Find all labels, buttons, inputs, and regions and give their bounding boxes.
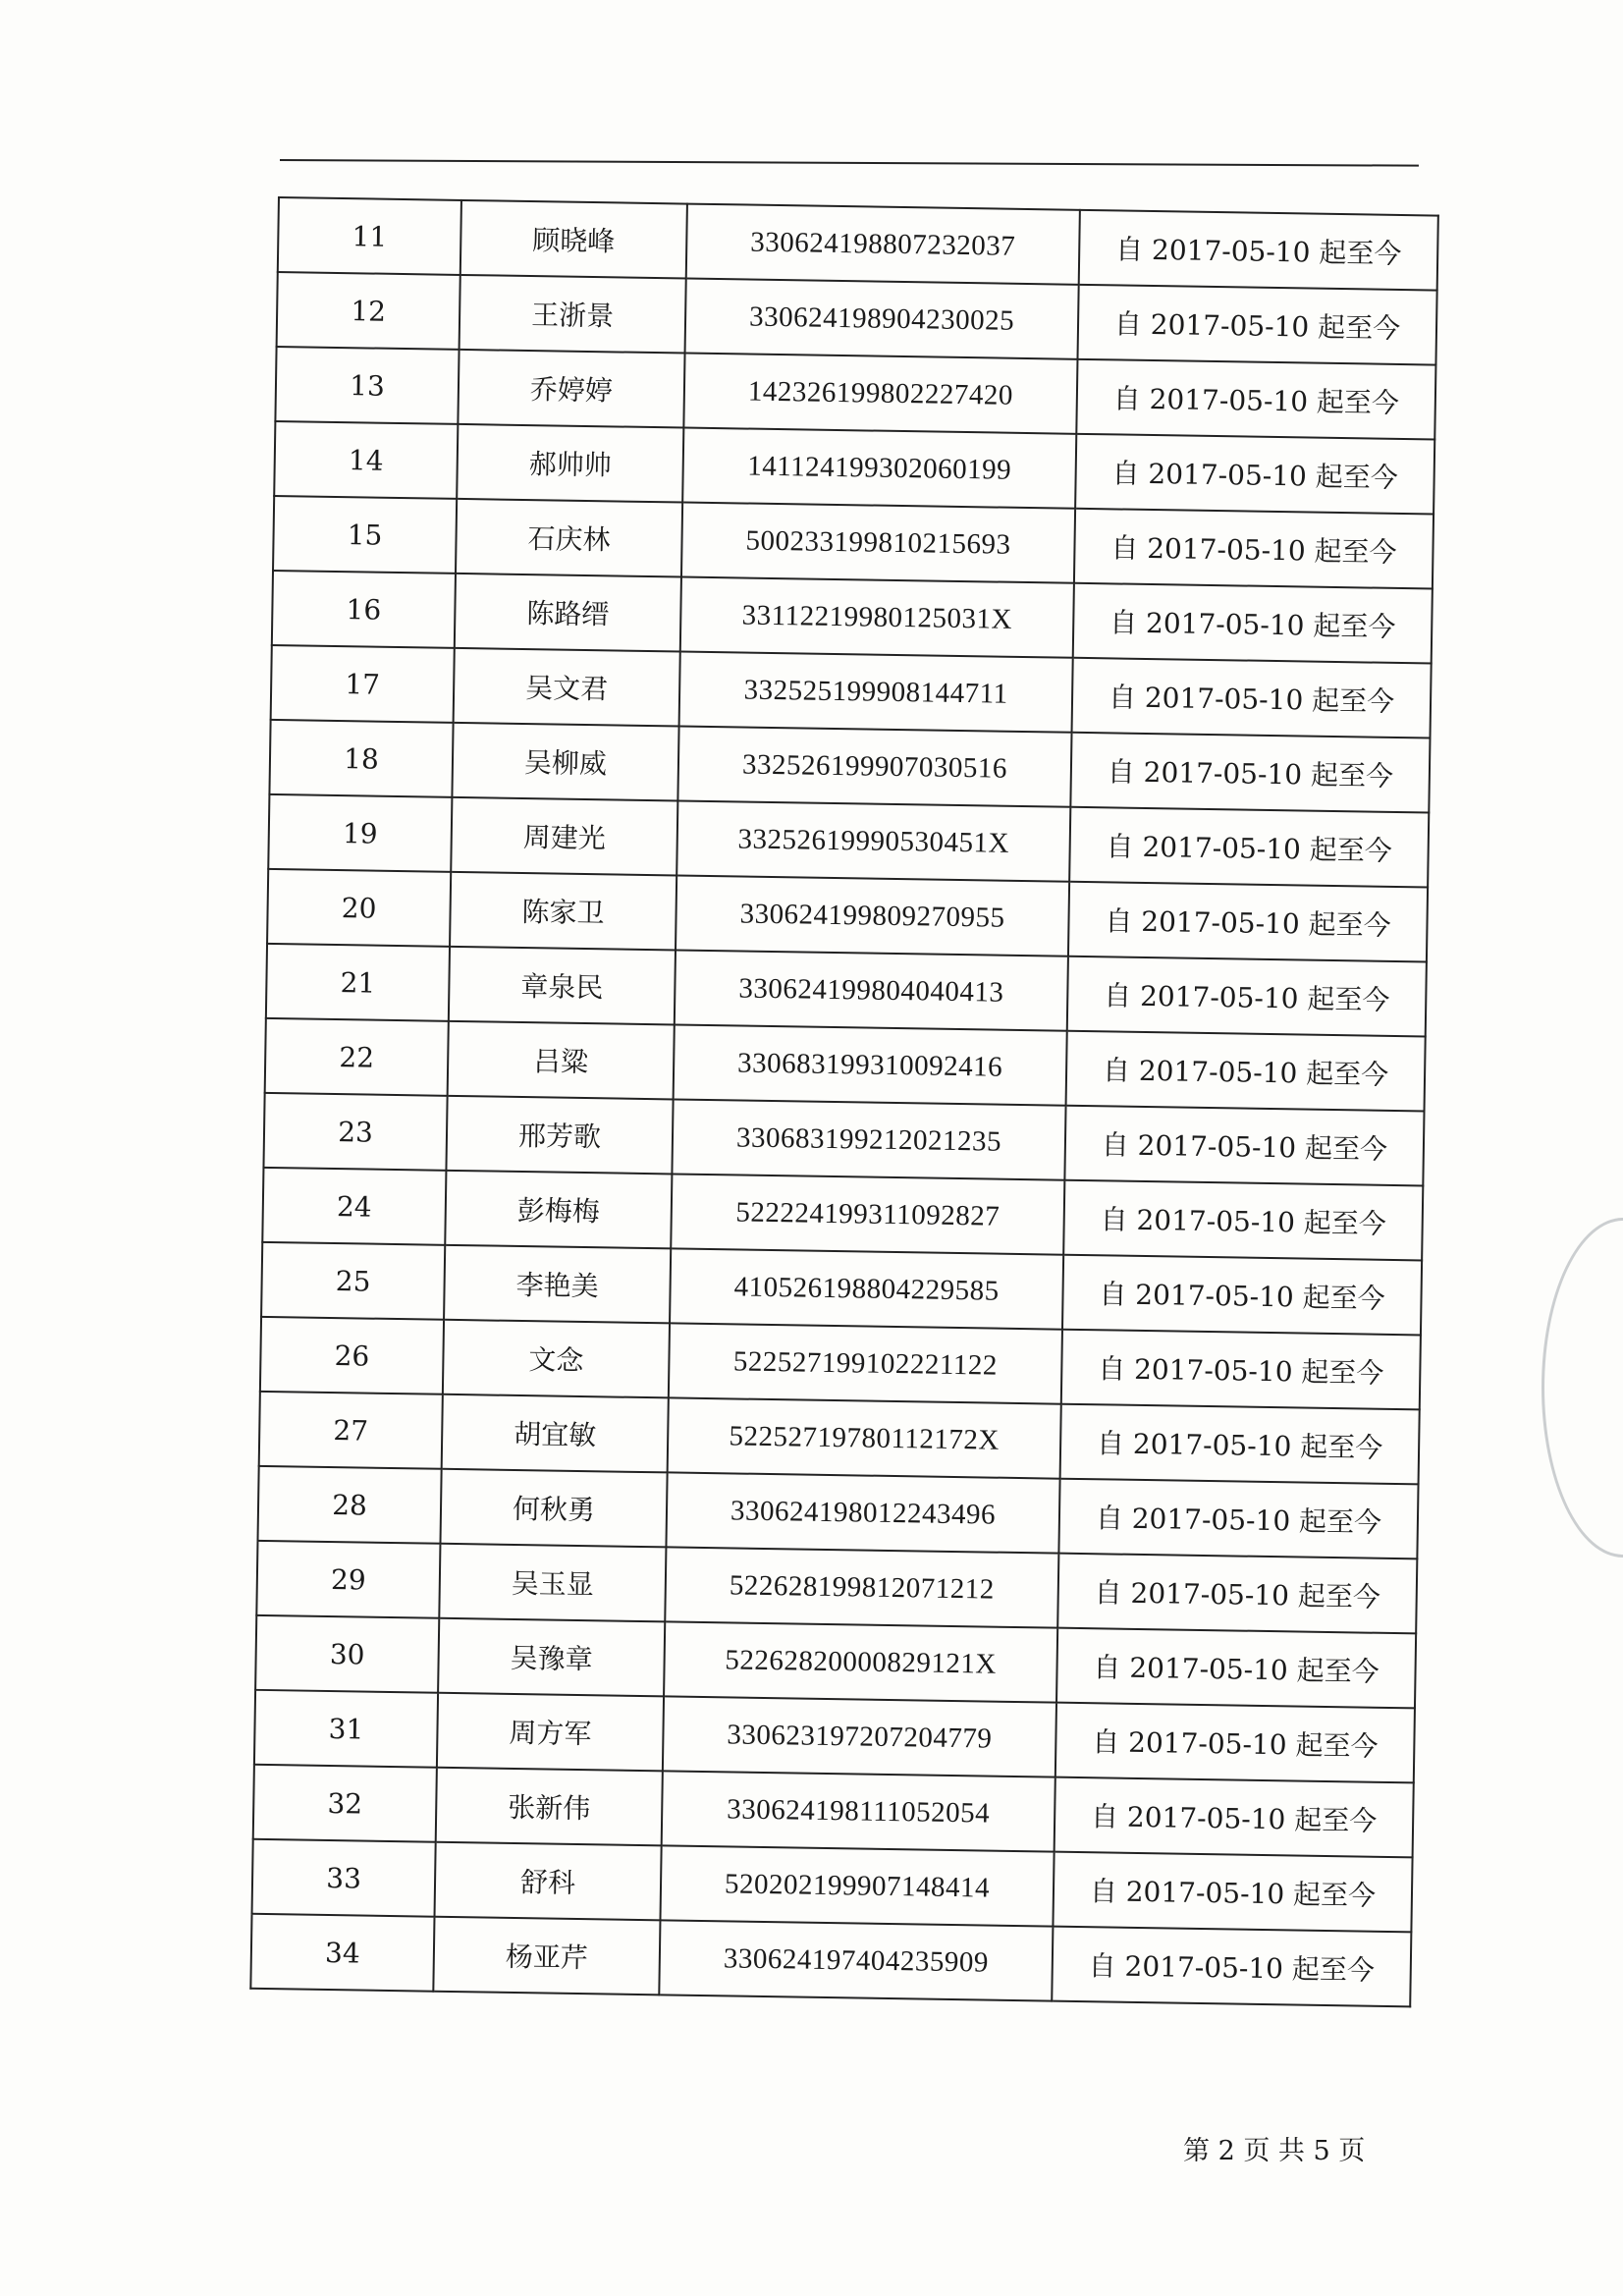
id-number-cell: 330624199809270955 — [676, 875, 1069, 956]
period-cell: 自 2017-05-10 起至今 — [1068, 882, 1428, 962]
name-cell: 吴豫章 — [438, 1618, 665, 1697]
id-number-cell: 410526198804229585 — [670, 1248, 1063, 1329]
period-cell: 自 2017-05-10 起至今 — [1076, 359, 1435, 440]
id-number-cell: 330624198111052054 — [662, 1771, 1055, 1851]
id-number-cell: 522628199812071212 — [665, 1547, 1058, 1627]
name-cell: 石庆林 — [456, 499, 682, 577]
period-cell: 自 2017-05-10 起至今 — [1053, 1852, 1412, 1933]
row-number-cell: 12 — [277, 272, 460, 350]
header-rule — [280, 159, 1419, 167]
id-number-cell: 330624197404235909 — [659, 1920, 1053, 2000]
id-number-cell: 33252619990530451X — [676, 800, 1070, 881]
name-cell: 王浙景 — [460, 275, 686, 354]
id-number-cell: 332525199908144711 — [679, 651, 1073, 732]
row-number-cell: 14 — [274, 421, 458, 499]
name-cell: 陈家卫 — [450, 872, 676, 951]
id-number-cell: 500233199810215693 — [681, 503, 1075, 583]
row-number-cell: 34 — [250, 1914, 434, 1992]
name-cell: 郝帅帅 — [457, 424, 683, 503]
id-number-cell: 141124199302060199 — [682, 428, 1076, 509]
row-number-cell: 23 — [263, 1093, 447, 1171]
name-cell: 周方军 — [437, 1693, 664, 1772]
row-number-cell: 15 — [273, 496, 457, 574]
row-number-cell: 21 — [266, 944, 450, 1021]
name-cell: 文念 — [443, 1320, 670, 1398]
row-number-cell: 22 — [265, 1018, 449, 1096]
official-seal-fragment — [1542, 1218, 1623, 1558]
period-cell: 自 2017-05-10 起至今 — [1060, 1404, 1420, 1485]
name-cell: 陈路缙 — [455, 574, 681, 652]
id-number-cell: 330623197207204779 — [663, 1696, 1056, 1777]
period-cell: 自 2017-05-10 起至今 — [1074, 509, 1434, 589]
row-number-cell: 30 — [255, 1615, 439, 1693]
personnel-table — [249, 196, 1439, 2007]
period-cell: 自 2017-05-10 起至今 — [1063, 1180, 1423, 1261]
id-number-cell: 522527199102221122 — [669, 1323, 1062, 1403]
name-cell: 周建光 — [451, 797, 677, 876]
id-number-cell: 330624199804040413 — [675, 950, 1068, 1030]
period-cell: 自 2017-05-10 起至今 — [1070, 733, 1430, 813]
id-number-cell: 330683199310092416 — [674, 1024, 1067, 1105]
row-number-cell: 19 — [268, 794, 452, 872]
period-cell: 自 2017-05-10 起至今 — [1079, 210, 1438, 291]
period-cell: 自 2017-05-10 起至今 — [1066, 1031, 1426, 1112]
period-cell: 自 2017-05-10 起至今 — [1055, 1777, 1414, 1858]
row-number-cell: 28 — [257, 1466, 441, 1544]
name-cell: 章泉民 — [449, 947, 676, 1025]
period-cell: 自 2017-05-10 起至今 — [1057, 1554, 1417, 1634]
name-cell: 张新伟 — [436, 1768, 663, 1846]
name-cell: 吴柳威 — [452, 723, 678, 801]
name-cell: 吴玉显 — [439, 1544, 666, 1622]
row-number-cell: 27 — [259, 1392, 443, 1469]
name-cell: 乔婷婷 — [458, 350, 684, 428]
page-number: 第 2 页 共 5 页 — [1183, 2136, 1366, 2166]
personnel-table-body — [250, 197, 1438, 2006]
period-cell: 自 2017-05-10 起至今 — [1069, 807, 1429, 888]
id-number-cell: 520202199907148414 — [660, 1845, 1054, 1926]
row-number-cell: 31 — [254, 1690, 438, 1768]
row-number-cell: 32 — [253, 1765, 437, 1842]
name-cell: 胡宜敏 — [442, 1394, 669, 1473]
id-number-cell: 330624198904230025 — [685, 279, 1079, 359]
period-cell: 自 2017-05-10 起至今 — [1058, 1479, 1418, 1559]
row-number-cell: 18 — [269, 720, 453, 797]
id-number-cell: 52262820000829121X — [664, 1621, 1057, 1702]
name-cell: 舒科 — [435, 1842, 662, 1921]
row-number-cell: 33 — [252, 1839, 436, 1917]
period-cell: 自 2017-05-10 起至今 — [1056, 1628, 1416, 1709]
name-cell: 邢芳歌 — [446, 1096, 673, 1175]
period-cell: 自 2017-05-10 起至今 — [1052, 1927, 1411, 2007]
row-number-cell: 16 — [272, 571, 456, 648]
row-number-cell: 24 — [262, 1168, 446, 1245]
name-cell: 何秋勇 — [440, 1469, 667, 1548]
id-number-cell: 142326199802227420 — [683, 354, 1077, 434]
id-number-cell: 332526199907030516 — [677, 726, 1071, 806]
row-number-cell: 20 — [267, 869, 451, 947]
period-cell: 自 2017-05-10 起至今 — [1062, 1255, 1422, 1336]
period-cell: 自 2017-05-10 起至今 — [1077, 285, 1436, 365]
id-number-cell: 33112219980125031X — [680, 577, 1074, 658]
name-cell: 彭梅梅 — [445, 1171, 672, 1249]
row-number-cell: 29 — [256, 1541, 440, 1618]
id-number-cell: 330624198012243496 — [666, 1472, 1059, 1553]
name-cell: 顾晓峰 — [460, 200, 687, 279]
period-cell: 自 2017-05-10 起至今 — [1073, 583, 1433, 664]
name-cell: 李艳美 — [444, 1245, 671, 1324]
row-number-cell: 17 — [271, 645, 455, 723]
name-cell: 杨亚芹 — [433, 1917, 660, 1995]
row-number-cell: 25 — [261, 1242, 445, 1320]
period-cell: 自 2017-05-10 起至今 — [1075, 434, 1434, 515]
row-number-cell: 26 — [260, 1317, 444, 1394]
personnel-table-wrapper — [249, 196, 1439, 2007]
name-cell: 吕粱 — [448, 1021, 675, 1100]
row-number-cell: 13 — [275, 347, 459, 424]
id-number-cell: 330624198807232037 — [686, 204, 1080, 285]
row-number-cell: 11 — [278, 197, 461, 275]
id-number-cell: 522224199311092827 — [671, 1174, 1064, 1254]
period-cell: 自 2017-05-10 起至今 — [1064, 1106, 1424, 1186]
id-number-cell: 52252719780112172X — [668, 1397, 1061, 1478]
period-cell: 自 2017-05-10 起至今 — [1061, 1330, 1421, 1410]
period-cell: 自 2017-05-10 起至今 — [1067, 957, 1427, 1037]
name-cell: 吴文君 — [454, 648, 680, 727]
period-cell: 自 2017-05-10 起至今 — [1055, 1703, 1415, 1783]
id-number-cell: 330683199212021235 — [672, 1099, 1065, 1179]
period-cell: 自 2017-05-10 起至今 — [1072, 658, 1432, 738]
